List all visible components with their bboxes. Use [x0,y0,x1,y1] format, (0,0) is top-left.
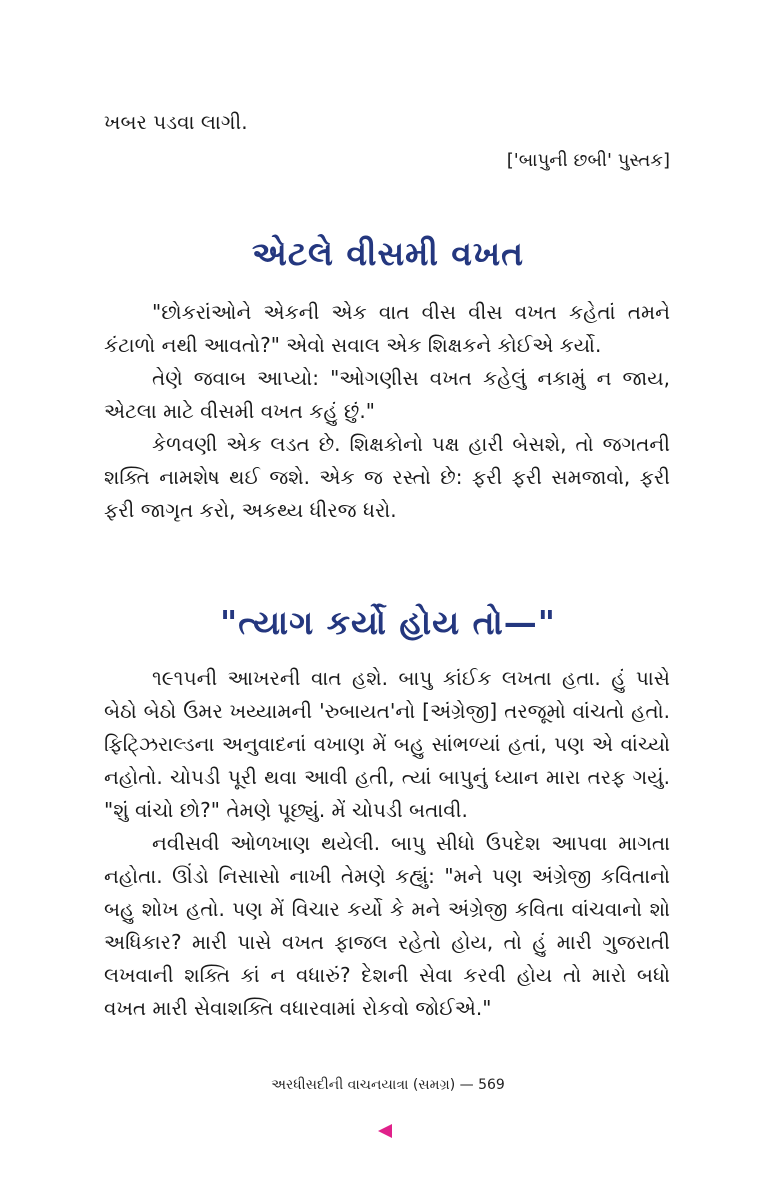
section-2-body [104,662,670,1025]
previous-page-arrow-icon[interactable] [378,1124,392,1138]
page-footer: અરધીસદીની વાચનયાત્રા (સમગ્ર) — 569 [271,1077,505,1093]
section-1-paragraph-3: કેળવણી એક લડત છે. શિક્ષકોનો પક્ષ હારી બેસશે, તો જગતની શક્તિ નામશેષ થઈ જશે. એક જ રસ્તો છે: ફરી ફરી સમજાવો, ફરી ફરી જાગૃત કરો, અકથ્ય ધીરજ ધરો. [104,432,670,522]
section-1-paragraph-1: "છોકરાંઓને એકની એક વાત વીસ વીસ વખત કહેતાં તમને કંટાળો નથી આવતો?" એવો સવાલ એક શિક્ષકને કોઈએ કર્યો. [104,300,670,357]
section-1-body [104,296,670,527]
section-1-paragraph-2: તેણે જવાબ આપ્યો: "ઓગણીસ વખત કહેલું નકામું ન જાય, એટલા માટે વીસમી વખત કહું છું." [104,366,670,423]
continuation-text-block [104,106,670,139]
section-1-title: એટલે વીસમી વખત [252,234,524,273]
section-2-title: "ત્યાગ કર્યો હોય તો—" [220,603,556,642]
section-2-paragraph-2: નવીસવી ઓળખાણ થયેલી. બાપુ સીધો ઉપદેશ આપવા માગતા નહોતા. ઊંડો નિસાસો નાખી તેમણે કહ્યું: "મને પણ અંગ્રેજી કવિતાનો બહુ શોખ હતો. પણ મેં વિચાર કર્યો કે મને અંગ્રેજી કવિતા વાંચવાનો શો અધિકાર? મારી પાસે વખત ફાજલ રહેતો હોય, તો હું મારી ગુજરાતી લખવાની શક્તિ કાં ન વધારું? દેશની સેવા કરવી હોય તો મારો બધો વખત મારી સેવાશક્તિ વધારવામાં રોકવો જોઈએ." [104,831,670,1020]
section-2-paragraph-1: ૧૯૧૫ની આખરની વાત હશે. બાપુ કાંઈક લખતા હતા. હું પાસે બેઠો બેઠો ઉમર ખય્યામની 'રુબાયત'નો [અંગ્રેજી] તરજૂમો વાંચતો હતો. ફિટ્ઝિરાલ્ડના અનુવાદનાં વખાણ મેં બહુ સાંભળ્યાં હતાં, પણ એ વાંચ્યો નહોતો. ચોપડી પૂરી થવા આવી હતી, ત્યાં બાપુનું ધ્યાન મારા તરફ ગયું. "શું વાંચો છો?" તેમણે પૂછ્યું. મેં ચોપડી બતાવી. [104,666,670,822]
continuation-line: ખબર પડવા લાગી. [104,110,248,134]
source-reference: ['બાપુની છબી' પુસ્તક] [506,150,670,171]
